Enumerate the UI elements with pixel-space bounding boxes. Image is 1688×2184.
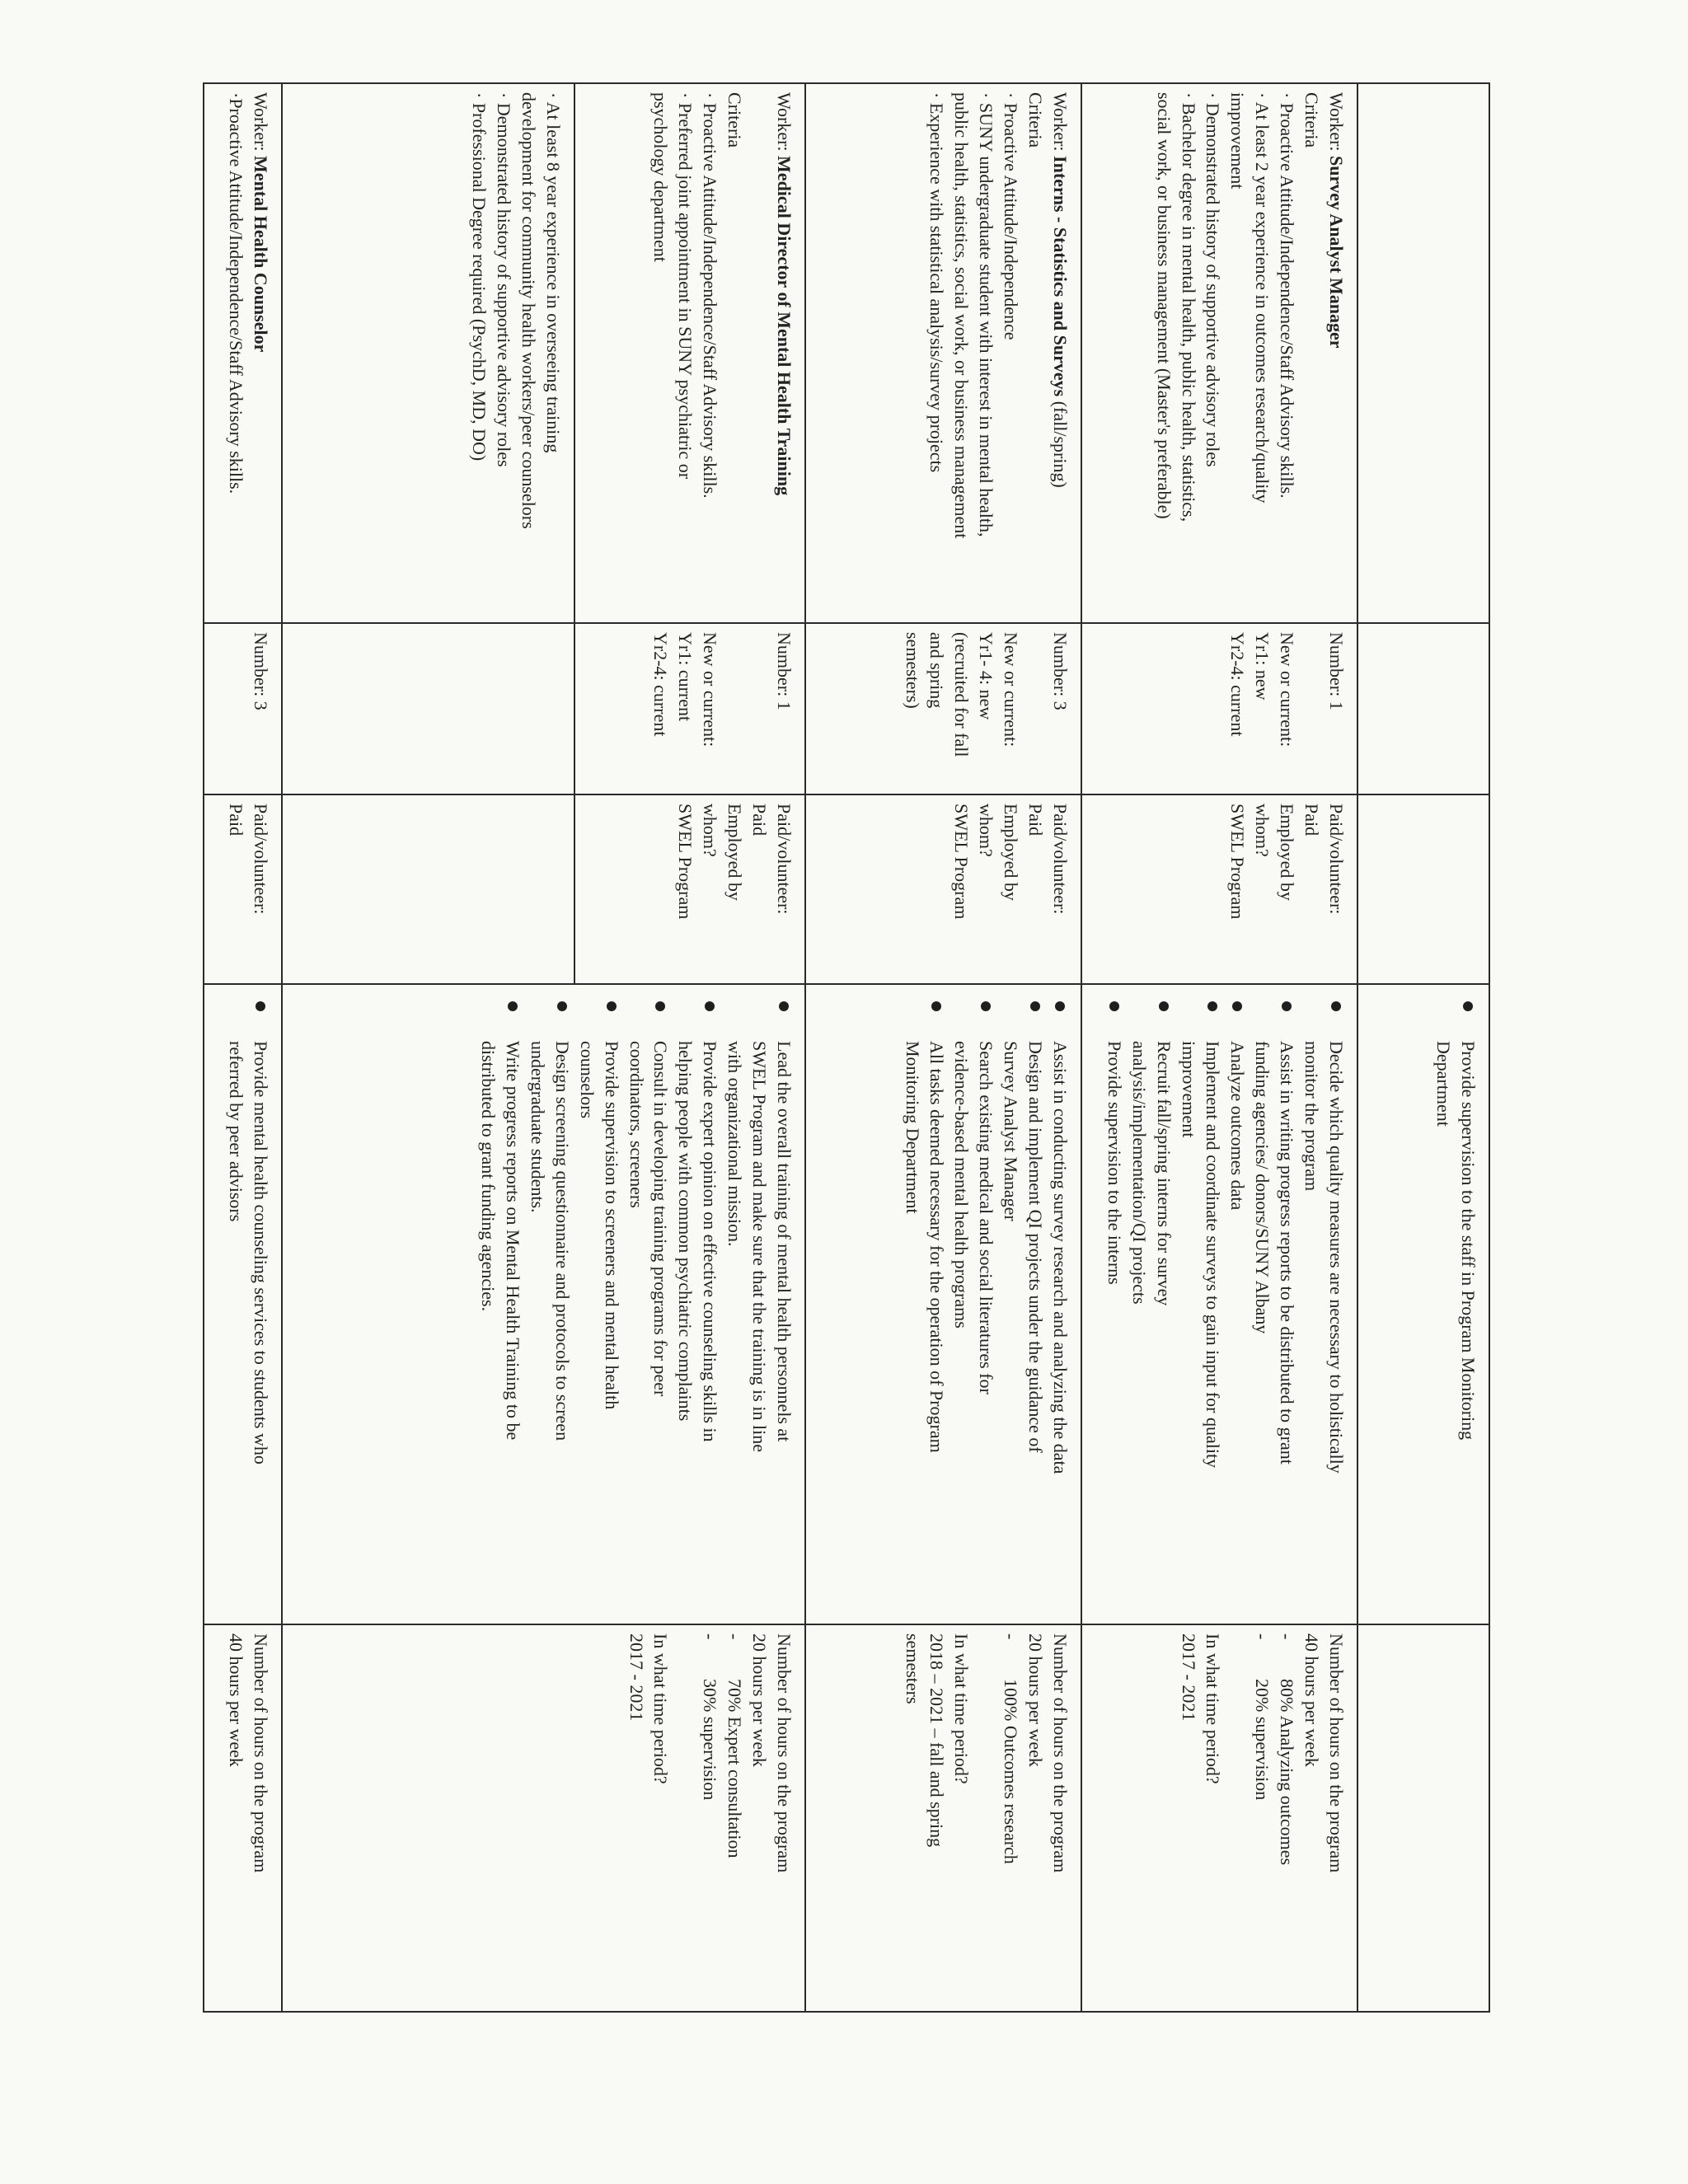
bullet-icon bbox=[256, 1001, 265, 1011]
time-period-value: 2018 – 2021 – fall and spring bbox=[926, 1633, 948, 1848]
tasks-cell bbox=[282, 984, 805, 1624]
hours-value: 40 hours per week bbox=[1301, 1633, 1323, 1767]
rotated-page bbox=[204, 82, 1490, 2011]
new-or-current-value: Yr1: new bbox=[1252, 632, 1273, 701]
hours-breakdown-item: - 80% Analyzing outcomes bbox=[1277, 1633, 1298, 1866]
bullet-icon bbox=[557, 1001, 567, 1011]
task-item: Assist in writing progress reports to be distributed to grant funding agencies/ donors/SUNY Albany bbox=[1250, 993, 1299, 1612]
worker-cell bbox=[1081, 83, 1357, 623]
hours-cell bbox=[1357, 1624, 1489, 2012]
worker-title: Worker: Survey Analyst Manager bbox=[1326, 92, 1347, 349]
employer-label: whom? bbox=[1252, 804, 1273, 857]
bullet-icon bbox=[655, 1001, 665, 1011]
time-period-label: In what time period? bbox=[951, 1633, 973, 1784]
task-item: Provide supervision to screeners and mental health counselors bbox=[574, 993, 624, 1612]
task-item: Consult in developing training programs for peer coordinators, screeners bbox=[624, 993, 673, 1612]
criteria-line: · Proactive Attitude/Independence bbox=[1001, 92, 1022, 340]
new-or-current-value: Yr2-4: current bbox=[1227, 632, 1249, 737]
bullet-icon bbox=[1232, 1001, 1242, 1011]
hours-cell bbox=[204, 1624, 282, 2012]
employer-value: SWEL Program bbox=[1227, 804, 1249, 920]
hours-cell bbox=[282, 1624, 805, 2012]
bullet-icon bbox=[1331, 1001, 1341, 1011]
new-or-current-value: (recruited for fall bbox=[951, 632, 973, 757]
bullet-icon bbox=[1109, 1001, 1119, 1011]
task-item: Lead the overall training of mental health personnels at SWEL Program and make sure that the training is in line with organizational mission. bbox=[722, 993, 796, 1612]
number-cell bbox=[574, 623, 805, 794]
paid-value: Paid bbox=[1025, 804, 1047, 837]
employer-label: Employed by bbox=[1001, 804, 1022, 901]
table-row bbox=[204, 83, 282, 2012]
new-or-current-label: New or current: bbox=[1001, 632, 1022, 748]
bullet-icon bbox=[508, 1001, 518, 1011]
criteria-line: · At least 2 year experience in outcomes research/quality bbox=[1252, 92, 1273, 504]
criteria-line: · Proactive Attitude/Independence/Staff Advisory skills. bbox=[1277, 92, 1298, 499]
tasks-cell bbox=[1081, 984, 1357, 1624]
criteria-line: · Professional Degree required (PsychD, MD, DO) bbox=[469, 92, 490, 462]
criteria-heading: Criteria bbox=[1025, 92, 1047, 148]
employer-label: Employed by bbox=[1277, 804, 1298, 901]
hours-cell bbox=[1081, 1624, 1357, 2012]
tasks-cell bbox=[1357, 984, 1489, 1624]
paid-cell bbox=[805, 794, 1081, 984]
paid-value: Paid bbox=[226, 804, 247, 837]
task-item: Implement and coordinate surveys to gain input for quality improvement bbox=[1176, 993, 1226, 1612]
table-row bbox=[805, 83, 1081, 2012]
bullet-icon bbox=[779, 1001, 789, 1011]
paid-cell bbox=[1357, 794, 1489, 984]
task-item: Assist in conducting survey research and analyzing the data bbox=[1048, 993, 1072, 1612]
paid-label: Paid/volunteer: bbox=[1050, 804, 1071, 915]
bullet-icon bbox=[1282, 1001, 1292, 1011]
task-item: Provide mental health counseling services to students who referred by peer advisors bbox=[223, 993, 273, 1612]
criteria-line: improvement bbox=[1227, 92, 1249, 190]
employer-value: SWEL Program bbox=[951, 804, 973, 920]
time-period-label: In what time period? bbox=[650, 1633, 672, 1784]
task-item: Design screening questionnaire and protocols to screen undergraduate students. bbox=[525, 993, 574, 1612]
criteria-line: psychology department bbox=[650, 92, 672, 262]
paid-cell bbox=[1081, 794, 1357, 984]
number-cell bbox=[204, 623, 282, 794]
time-period-value: semesters bbox=[902, 1633, 923, 1704]
paid-cell bbox=[204, 794, 282, 984]
task-item: Search existing medical and social literatures for evidence-based mental health programs bbox=[949, 993, 998, 1612]
bullet-icon bbox=[705, 1001, 715, 1011]
number-cell bbox=[1357, 623, 1489, 794]
employer-label: whom? bbox=[976, 804, 997, 857]
worker-title: Worker: Interns - Statistics and Surveys (fall/spring) bbox=[1050, 92, 1071, 488]
hours-breakdown-item: - 20% supervision bbox=[1252, 1633, 1273, 1801]
bullet-icon bbox=[1463, 1001, 1473, 1011]
employer-value: SWEL Program bbox=[675, 804, 696, 920]
new-or-current-label: New or current: bbox=[1277, 632, 1298, 748]
task-item: Write progress reports on Mental Health Training to be distributed to grant funding agencies. bbox=[476, 993, 525, 1612]
number-value: Number: 3 bbox=[251, 632, 271, 710]
criteria-line: social work, or business management (Master's preferable) bbox=[1153, 92, 1175, 519]
table-row bbox=[574, 83, 805, 2012]
hours-breakdown-item: - 70% Expert consultation bbox=[724, 1633, 746, 1858]
tasks-cell bbox=[204, 984, 282, 1624]
criteria-heading: Criteria bbox=[724, 92, 746, 148]
hours-value: 20 hours per week bbox=[749, 1633, 771, 1767]
worker-cell bbox=[805, 83, 1081, 623]
paid-label: Paid/volunteer: bbox=[774, 804, 795, 915]
hours-value: 40 hours per week bbox=[226, 1633, 247, 1767]
task-item: Provide supervision to the staff in Program Monitoring Department bbox=[1431, 993, 1480, 1612]
task-item: Design and implement QI projects under the guidance of Survey Analyst Manager bbox=[998, 993, 1048, 1612]
number-value: Number: 1 bbox=[774, 632, 795, 710]
worker-title: Worker: Medical Director of Mental Health Training bbox=[774, 92, 795, 496]
paid-cell bbox=[574, 794, 805, 984]
new-or-current-value: Yr1: current bbox=[675, 632, 696, 722]
worker-cell bbox=[282, 83, 574, 623]
hours-label: Number of hours on the program bbox=[1326, 1633, 1347, 1873]
criteria-line: ·Proactive Attitude/Independence/Staff Advisory skills. bbox=[226, 92, 247, 494]
bullet-icon bbox=[1055, 1001, 1065, 1011]
number-cell bbox=[282, 623, 574, 794]
tasks-cell bbox=[805, 984, 1081, 1624]
number-value: Number: 1 bbox=[1326, 632, 1347, 710]
paid-cell bbox=[282, 794, 574, 984]
hours-breakdown-item: - 30% supervision bbox=[700, 1633, 721, 1801]
criteria-line: · Proactive Attitude/Independence/Staff Advisory skills. bbox=[700, 92, 721, 499]
employer-label: whom? bbox=[700, 804, 721, 857]
worker-title: Worker: Mental Health Counselor bbox=[251, 92, 271, 353]
number-value: Number: 3 bbox=[1050, 632, 1071, 710]
task-item: Analyze outcomes data bbox=[1225, 993, 1250, 1612]
criteria-line: development for community health workers/peer counselors bbox=[518, 92, 540, 529]
staffing-table bbox=[203, 82, 1490, 2013]
task-item: Decide which quality measures are necessary to holistically monitor the program bbox=[1299, 993, 1348, 1612]
task-item: All tasks deemed necessary for the operation of Program Monitoring Department bbox=[900, 993, 950, 1612]
table-row bbox=[1081, 83, 1357, 2012]
paid-label: Paid/volunteer: bbox=[1326, 804, 1347, 915]
criteria-line: · SUNY undergraduate student with interest in mental health, bbox=[976, 92, 997, 537]
new-or-current-value: Yr2-4: current bbox=[650, 632, 672, 737]
number-cell bbox=[1081, 623, 1357, 794]
bullet-icon bbox=[607, 1001, 617, 1011]
hours-breakdown-item: - 100% Outcomes research bbox=[1001, 1633, 1022, 1864]
new-or-current-value: Yr1- 4: new bbox=[976, 632, 997, 720]
time-period-value: 2017 - 2021 bbox=[626, 1633, 647, 1722]
paid-value: Paid bbox=[749, 804, 771, 837]
new-or-current-label: New or current: bbox=[700, 632, 721, 748]
criteria-line: public health, statistics, social work, or business management bbox=[951, 92, 973, 539]
criteria-line: · Demonstrated history of supportive advisory roles bbox=[494, 92, 515, 467]
new-or-current-value: and spring bbox=[926, 632, 948, 709]
bullet-icon bbox=[1159, 1001, 1169, 1011]
paid-label: Paid/volunteer: bbox=[251, 804, 271, 915]
time-period-value: 2017 - 2021 bbox=[1178, 1633, 1199, 1722]
hours-cell bbox=[805, 1624, 1081, 2012]
worker-cell bbox=[204, 83, 282, 623]
criteria-heading: Criteria bbox=[1301, 92, 1323, 148]
task-item: Recruit fall/spring interns for survey analysis/implementation/QI projects bbox=[1127, 993, 1176, 1612]
new-or-current-value: semesters) bbox=[902, 632, 923, 709]
employer-label: Employed by bbox=[724, 804, 746, 901]
criteria-line: · Bachelor degree in mental health, public health, statistics, bbox=[1178, 92, 1199, 523]
task-item: Provide supervision to the interns bbox=[1102, 993, 1127, 1612]
bullet-icon bbox=[981, 1001, 991, 1011]
table-row bbox=[1357, 83, 1489, 2012]
bullet-icon bbox=[931, 1001, 941, 1011]
worker-cell bbox=[574, 83, 805, 623]
hours-label: Number of hours on the program bbox=[774, 1633, 795, 1873]
criteria-line: · Experience with statistical analysis/survey projects bbox=[926, 92, 948, 473]
bullet-icon bbox=[1207, 1001, 1217, 1011]
number-cell bbox=[805, 623, 1081, 794]
hours-label: Number of hours on the program bbox=[1050, 1633, 1071, 1873]
time-period-label: In what time period? bbox=[1203, 1633, 1224, 1784]
task-item: Provide expert opinion on effective counseling skills in helping people with common psychiatric complaints bbox=[673, 993, 722, 1612]
bullet-icon bbox=[1030, 1001, 1040, 1011]
hours-value: 20 hours per week bbox=[1025, 1633, 1047, 1767]
hours-label: Number of hours on the program bbox=[251, 1633, 271, 1873]
criteria-line: · Demonstrated history of supportive advisory roles bbox=[1203, 92, 1224, 467]
worker-cell bbox=[1357, 83, 1489, 623]
criteria-line: · Preferred joint appointment in SUNY psychiatric or bbox=[675, 92, 696, 480]
paid-value: Paid bbox=[1301, 804, 1323, 837]
criteria-line: · At least 8 year experience in overseeing training bbox=[543, 92, 564, 453]
